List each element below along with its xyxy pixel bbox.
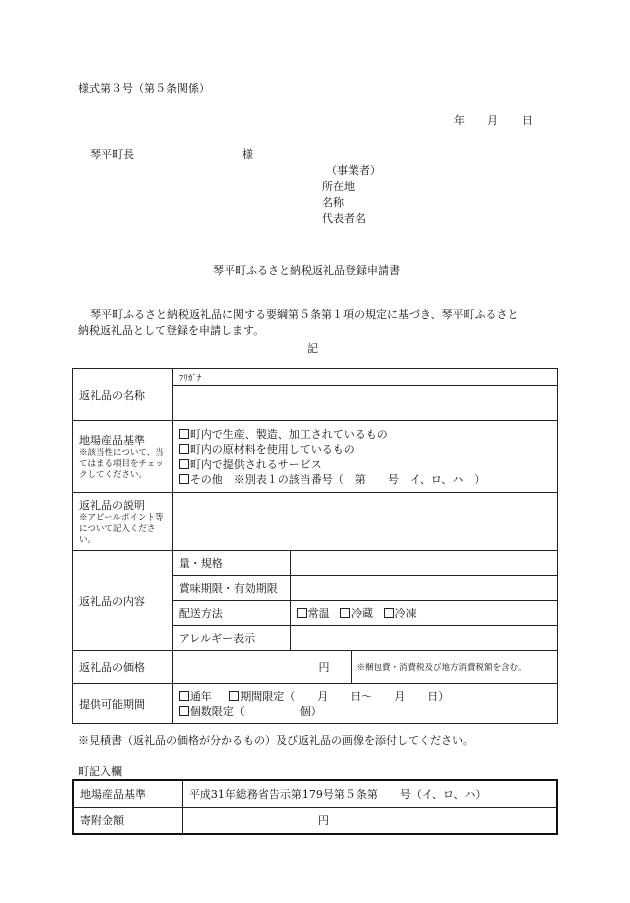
delivery-option-normal[interactable]: 常温	[297, 607, 330, 620]
price-label: 返礼品の価格	[79, 661, 145, 674]
addressee-name: 琴平町長	[90, 148, 134, 161]
content-label-cell	[73, 551, 173, 651]
form-number: 様式第３号（第５条関係）	[78, 82, 210, 95]
standard-option-3[interactable]: 町内で提供されるサービス	[179, 457, 551, 472]
checkbox-icon[interactable]	[179, 706, 189, 716]
furigana-cell[interactable]	[172, 369, 557, 386]
content-row-delivery-label: 配送方法	[172, 601, 290, 626]
content-row-expiry-label: 賞味期限・有効期限	[172, 576, 290, 601]
body-line-2: 納税返礼品として登録を申請します。	[78, 324, 265, 337]
price-label-cell	[73, 651, 173, 684]
date-year: 年	[454, 114, 465, 127]
town-table	[72, 779, 558, 835]
delivery-option-frozen[interactable]: 冷凍	[384, 607, 417, 620]
town-row1-value[interactable]: 平成31年総務省告示第179号第５条第 号（イ、ロ、ハ）	[182, 780, 557, 807]
applicant-name-label: 名称	[322, 196, 344, 209]
checkbox-icon[interactable]	[179, 691, 189, 701]
checkbox-icon[interactable]	[297, 608, 307, 618]
checkbox-icon[interactable]	[229, 691, 239, 701]
applicant-label: （事業者）	[326, 164, 381, 177]
delivery-option-chilled[interactable]: 冷蔵	[340, 607, 373, 620]
item-name-field[interactable]	[172, 386, 557, 421]
date-day: 日	[522, 114, 533, 127]
description-note: ※アピールポイント等について記入ください。	[79, 513, 164, 545]
standard-note: ※該当性について、当てはまる項目をチェックしてください。	[79, 448, 164, 480]
price-note: ※梱包費・消費税及び地方消費税額を含む。	[352, 651, 558, 684]
checkbox-icon[interactable]	[384, 608, 394, 618]
checkbox-icon[interactable]	[179, 444, 189, 454]
furigana-label: ﾌﾘｶﾞﾅ	[178, 373, 202, 384]
quantity-field[interactable]	[290, 551, 557, 576]
content-label: 返礼品の内容	[79, 594, 145, 608]
period-label: 提供可能期間	[79, 697, 145, 711]
ki-label: 記	[307, 342, 318, 355]
standard-option-2[interactable]: 町内の原材料を使用しているもの	[179, 442, 551, 457]
price-unit: 円	[318, 661, 330, 674]
document-title: 琴平町ふるさと納税返礼品登録申請書	[213, 264, 400, 277]
description-label: 返礼品の説明	[79, 499, 145, 512]
body-line-1: 琴平町ふるさと納税返礼品に関する要綱第５条第１項の規定に基づき、琴平町ふるさと	[90, 308, 519, 321]
period-label-cell	[73, 684, 173, 724]
period-options-cell	[172, 684, 557, 724]
allergy-field[interactable]	[290, 626, 557, 651]
description-label-cell	[73, 493, 173, 551]
standard-label: 地場産品基準	[79, 434, 145, 447]
checkbox-icon[interactable]	[340, 608, 350, 618]
town-row2-value[interactable]: 円	[182, 807, 557, 834]
town-row2-label: 寄附金額	[73, 807, 182, 834]
price-field[interactable]	[172, 651, 352, 684]
checkbox-icon[interactable]	[179, 429, 189, 439]
period-option-yearround[interactable]: 通年	[179, 690, 212, 703]
period-option-limited[interactable]: 期間限定（ 月 日～ 月 日）	[229, 690, 449, 703]
standard-label-cell	[73, 421, 173, 493]
town-section-heading: 町記入欄	[78, 765, 122, 778]
standard-options-cell	[172, 421, 557, 493]
content-row-allergy-label: アレルギー表示	[172, 626, 290, 651]
standard-option-4[interactable]: その他 ※別表１の該当番号（ 第 号 イ、ロ、ハ ）	[179, 472, 551, 487]
town-row1-label: 地場産品基準	[73, 780, 182, 807]
item-name-label-cell	[73, 369, 173, 421]
standard-option-1[interactable]: 町内で生産、製造、加工されているもの	[179, 427, 551, 442]
attachment-note: ※見積書（返礼品の価格が分かるもの）及び返礼品の画像を添付してください。	[78, 734, 474, 747]
checkbox-icon[interactable]	[179, 459, 189, 469]
checkbox-icon[interactable]	[179, 474, 189, 484]
item-name-label: 返礼品の名称	[79, 388, 145, 402]
addressee-honorific: 様	[242, 148, 253, 161]
description-field[interactable]	[172, 493, 557, 551]
expiry-field[interactable]	[290, 576, 557, 601]
applicant-address-label: 所在地	[322, 180, 355, 193]
date-month: 月	[487, 114, 498, 127]
applicant-rep-label: 代表者名	[322, 212, 366, 225]
period-option-quantity[interactable]: 個数限定（ 個）	[179, 704, 551, 719]
delivery-options-cell	[290, 601, 557, 626]
application-table	[72, 368, 558, 724]
content-row-quantity-label: 量・規格	[172, 551, 290, 576]
